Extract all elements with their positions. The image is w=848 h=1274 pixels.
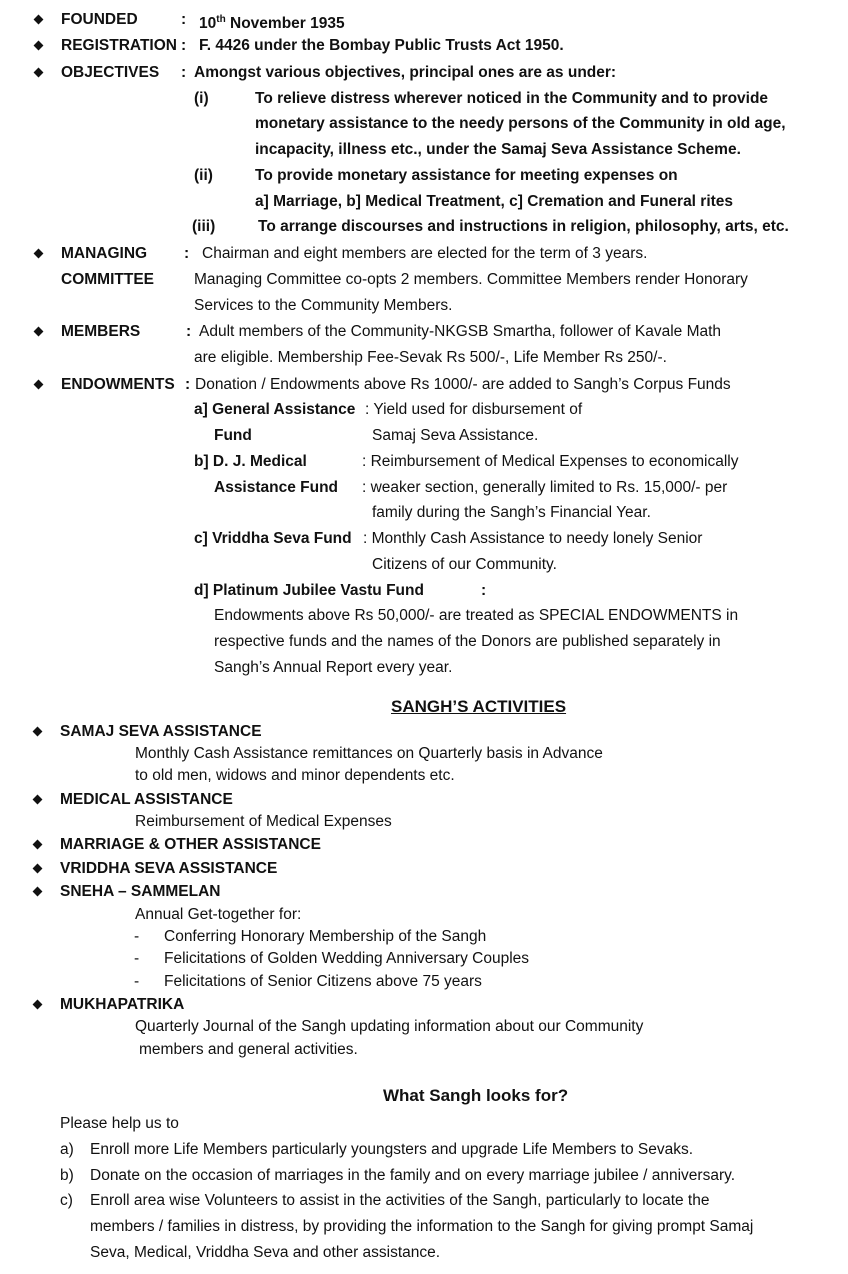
activity-title: MARRIAGE & OTHER ASSISTANCE	[60, 836, 321, 853]
bullet-diamond-icon	[33, 887, 43, 897]
fund-name: d] Platinum Jubilee Vastu Fund	[194, 582, 424, 599]
list-marker: a)	[60, 1141, 74, 1158]
bullet-diamond-icon	[34, 327, 44, 337]
founded-value	[199, 10, 345, 34]
endowment-note-line: Sangh’s Annual Report every year.	[214, 659, 453, 676]
fund-desc: Citizens of our Community.	[372, 556, 557, 573]
looks-intro: Please help us to	[60, 1115, 179, 1132]
members-colon: :	[186, 323, 192, 340]
bullet-diamond-icon	[33, 1000, 43, 1010]
looks-heading: What Sangh looks for?	[383, 1086, 569, 1105]
objectives-label: OBJECTIVES	[61, 64, 160, 81]
managing-line: Chairman and eight members are elected for the term of 3 years.	[202, 245, 648, 262]
activity-title: VRIDDHA SEVA ASSISTANCE	[60, 860, 278, 877]
registration-value: F. 4426 under the Bombay Public Trusts Act 1950.	[199, 37, 564, 54]
activity-title: MEDICAL ASSISTANCE	[60, 791, 233, 808]
endowment-note-line: respective funds and the names of the Donors are published separately in	[214, 633, 721, 650]
bullet-diamond-icon	[33, 840, 43, 850]
committee-label: COMMITTEE	[61, 271, 154, 288]
fund-name: Assistance Fund	[214, 479, 339, 496]
fund-desc: : weaker section, generally limited to Rs. 15,000/- per	[362, 479, 728, 496]
bullet-diamond-icon	[34, 249, 44, 259]
objective-number: (iii)	[192, 218, 216, 235]
endowments-label: ENDOWMENTS	[61, 376, 175, 393]
managing-colon: :	[184, 245, 190, 262]
fund-desc: family during the Sangh’s Financial Year.	[372, 504, 651, 521]
fund-name: c] Vriddha Seva Fund	[194, 530, 352, 547]
dash-marker: -	[134, 973, 140, 990]
looks-line: members / families in distress, by providing the information to the Sangh for giving prompt Samaj	[90, 1218, 754, 1235]
objectives-colon: :	[181, 64, 187, 81]
bullet-diamond-icon	[33, 795, 43, 805]
bullet-diamond-icon	[34, 68, 44, 78]
endowment-note-line: Endowments above Rs 50,000/- are treated as SPECIAL ENDOWMENTS in	[214, 607, 739, 624]
looks-line: Enroll area wise Volunteers to assist in the activities of the Sangh, particularly to locate the	[90, 1192, 710, 1209]
list-marker: b)	[60, 1167, 74, 1184]
activity-line: Annual Get-together for:	[135, 906, 302, 923]
bullet-diamond-icon	[34, 380, 44, 390]
activity-line: Reimbursement of Medical Expenses	[135, 813, 392, 830]
fund-desc: Samaj Seva Assistance.	[372, 427, 539, 444]
activity-title: SNEHA – SAMMELAN	[60, 883, 221, 900]
objective-line: To arrange discourses and instructions in religion, philosophy, arts, etc.	[258, 218, 789, 235]
fund-name: a] General Assistance	[194, 401, 356, 418]
members-line: are eligible. Membership Fee-Sevak Rs 500/-, Life Member Rs 250/-.	[194, 349, 667, 366]
founded-rest: November 1935	[225, 15, 345, 33]
fund-name: Fund	[214, 427, 252, 444]
activity-line: members and general activities.	[139, 1041, 358, 1058]
registration-label: REGISTRATION	[61, 37, 177, 54]
activity-title: MUKHAPATRIKA	[60, 996, 185, 1013]
bullet-diamond-icon	[33, 864, 43, 874]
sneha-item: Felicitations of Golden Wedding Anniversary Couples	[164, 950, 530, 967]
objective-line: incapacity, illness etc., under the Samaj Seva Assistance Scheme.	[255, 141, 741, 158]
objectives-intro: Amongst various objectives, principal ones are as under:	[194, 64, 617, 81]
fund-colon: :	[481, 582, 487, 599]
fund-desc: : Reimbursement of Medical Expenses to economically	[362, 453, 739, 470]
looks-line: Enroll more Life Members particularly youngsters and upgrade Life Members to Sevaks.	[90, 1141, 694, 1158]
endowments-intro: Donation / Endowments above Rs 1000/- are added to Sangh’s Corpus Funds	[195, 376, 731, 393]
objective-line: To relieve distress wherever noticed in the Community and to provide	[255, 90, 769, 107]
dash-marker: -	[134, 950, 140, 967]
managing-line: Managing Committee co-opts 2 members. Committee Members render Honorary	[194, 271, 748, 288]
activity-line: Quarterly Journal of the Sangh updating information about our Community	[135, 1018, 644, 1035]
endowments-colon: :	[185, 376, 191, 393]
fund-desc: : Monthly Cash Assistance to needy lonely Senior	[363, 530, 703, 547]
objective-number: (i)	[194, 90, 209, 107]
members-line: Adult members of the Community-NKGSB Smartha, follower of Kavale Math	[199, 323, 722, 340]
objective-line: To provide monetary assistance for meeting expenses on	[255, 167, 678, 184]
bullet-diamond-icon	[34, 41, 44, 51]
registration-colon: :	[181, 37, 187, 54]
activity-line: to old men, widows and minor dependents etc.	[135, 767, 455, 784]
founded-colon: :	[181, 11, 187, 28]
looks-line: Seva, Medical, Vriddha Seva and other assistance.	[90, 1244, 441, 1261]
founded-sup: th	[216, 14, 226, 25]
fund-name: b] D. J. Medical	[194, 453, 307, 470]
activities-heading: SANGH’S ACTIVITIES	[391, 697, 567, 716]
dash-marker: -	[134, 928, 140, 945]
looks-line: Donate on the occasion of marriages in the family and on every marriage jubilee / anniversary.	[90, 1167, 736, 1184]
objective-line: a] Marriage, b] Medical Treatment, c] Cremation and Funeral rites	[255, 193, 734, 210]
founded-day: 10	[199, 15, 217, 33]
bullet-diamond-icon	[34, 15, 44, 25]
activity-line: Monthly Cash Assistance remittances on Quarterly basis in Advance	[135, 745, 603, 762]
founded-label: FOUNDED	[61, 11, 138, 28]
objective-number: (ii)	[194, 167, 213, 184]
managing-line: Services to the Community Members.	[194, 297, 453, 314]
managing-label: MANAGING	[61, 245, 148, 262]
list-marker: c)	[60, 1192, 73, 1209]
sneha-item: Felicitations of Senior Citizens above 75 years	[164, 973, 482, 990]
sneha-item: Conferring Honorary Membership of the Sangh	[164, 928, 487, 945]
activity-title: SAMAJ SEVA ASSISTANCE	[60, 723, 262, 740]
objective-line: monetary assistance to the needy persons of the Community in old age,	[255, 115, 786, 132]
members-label: MEMBERS	[61, 323, 141, 340]
bullet-diamond-icon	[33, 727, 43, 737]
fund-desc: : Yield used for disbursement of	[365, 401, 583, 418]
